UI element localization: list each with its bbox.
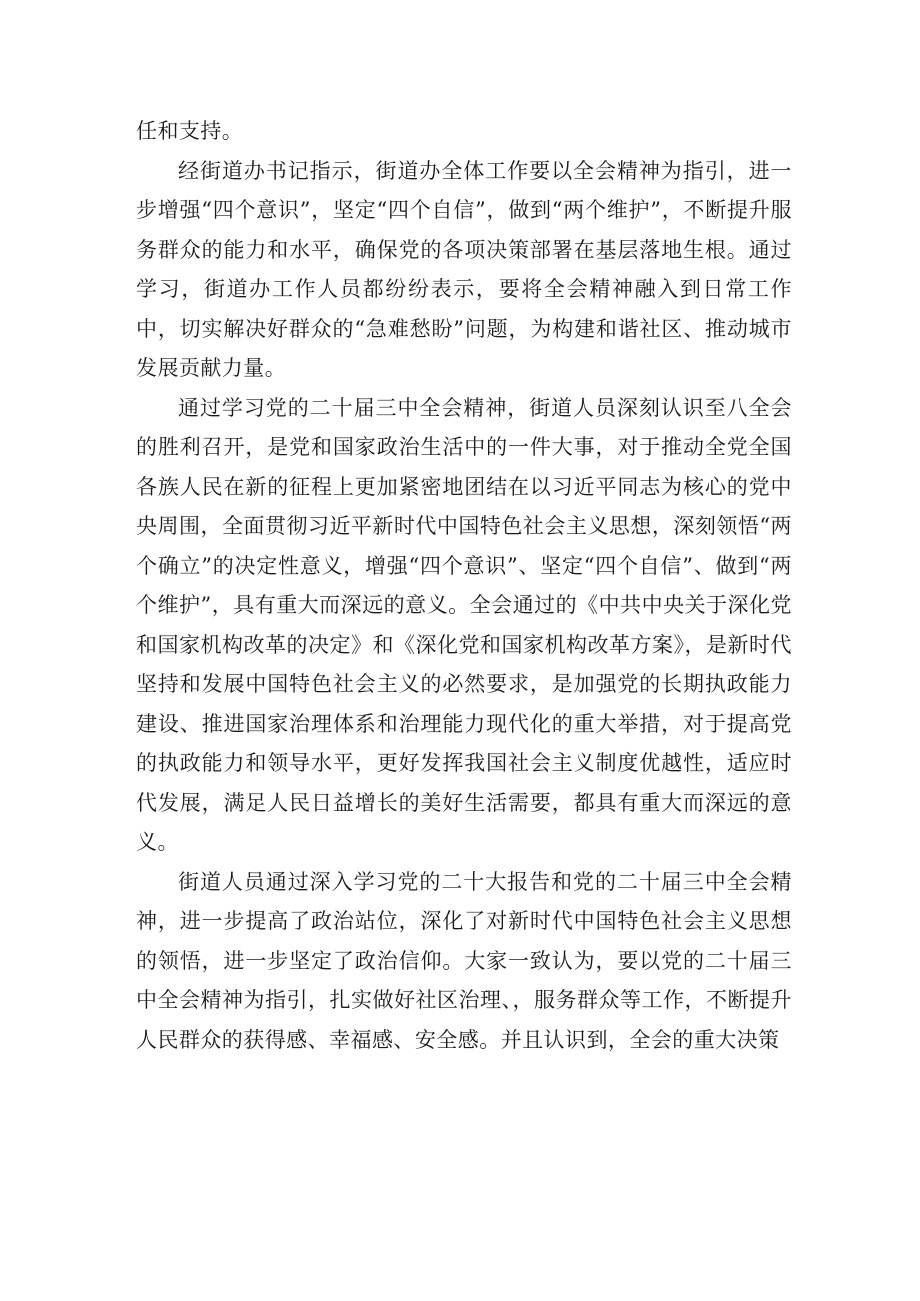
paragraph-3: 通过学习党的二十届三中全会精神，街道人员深刻认识至八全会的胜利召开，是党和国家政治生活中的一件大事，对于推动全党全国各族人民在新的征程上更加紧密地团结在以习近平同志为核心的党中央周围，全面贯彻习近平新时代中国特色社会主义思想，深刻领悟“两个确立”的决定性意义，增强“四个意识”、坚定“四个自信”、做到“两个维护”，具有重大而深远的意义。全会通过的《中共中央关于深化党和国家机构改革的决定》和《深化党和国家机构改革方案》，是新时代坚持和发展中国特色社会主义的必然要求，是加强党的长期执政能力建设、推进国家治理体系和治理能力现代化的重大举措，对于提高党的执政能力和领导水平，更好发挥我国社会主义制度优越性，适应时代发展，满足人民日益增长的美好生活需要，都具有重大而深远的意义。 — [136, 395, 792, 854]
paragraph-4: 街道人员通过深入学习党的二十大报告和党的二十届三中全会精神，进一步提高了政治站位，深化了对新时代中国特色社会主义思想的领悟，进一步坚定了政治信仰。大家一致认为，要以党的二十届三中全会精神为指引，扎实做好社区治理、，服务群众等工作，不断提升人民群众的获得感、幸福感、安全感。并且认识到，全会的重大决策 — [136, 869, 792, 1052]
paragraph-2: 经街道办书记指示，街道办全体工作要以全会精神为指引，进一步增强“四个意识”，坚定“四个自信”，做到“两个维护”，不断提升服务群众的能力和水平，确保党的各项决策部署在基层落地生根。通过学习，街道办工作人员都纷纷表示，要将全会精神融入到日常工作中，切实解决好群众的“急难愁盼”问题，为构建和谐社区、推动城市发展贡献力量。 — [136, 158, 792, 380]
document-body — [136, 112, 792, 1060]
paragraph-1: 任和支持。 — [136, 119, 244, 143]
